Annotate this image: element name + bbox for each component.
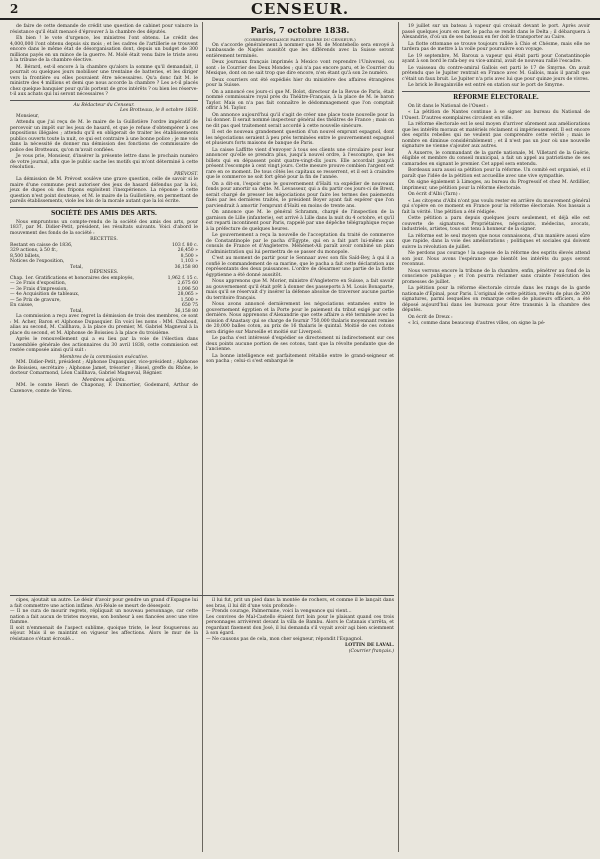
paragraph: Nous verrons encore la tribune de la chambre, enfin, pénétrer au fond de la conscience publique ; et l'on pourra réclamer sans crainte l'exécution des promesses de juillet.	[402, 268, 590, 285]
column-rule	[398, 22, 399, 852]
paragraph: On écrit d'Albi (Tarn) :	[408, 192, 461, 197]
paragraph: Deux journaux français imprimés à Mexico vont reprendre l'Universel, ou sont : le Courrier des Deux Mondes ; qui n'a pas encore paru, et le Courrier du Mexique, dont on ne sait trop que dire encore, n'en étant qu'à son 2e numéro.	[206, 60, 394, 76]
row-label: — 2e Frais d'exposition,	[10, 281, 67, 286]
row-value: 28,065 »	[177, 292, 198, 297]
total-label: Total,	[70, 308, 83, 314]
paragraph: A Auxerre, le commandant de la garde nationale, M. Villetard de la Guérie, éligible et membre du conseil municipal, a fait un appel au patriotisme de ses camarades en signant le premier. Cet appel sera entendu.	[402, 150, 590, 167]
column-2	[206, 24, 394, 366]
total-value: 36,158 80	[174, 264, 198, 270]
receipts-label: RECETTES.	[90, 237, 118, 242]
row-value: 26,450 »	[177, 248, 198, 253]
row-value: 2,675 60	[177, 281, 198, 286]
paragraph: On signe également à Limoges, au bureau du Progressif et chez M. Ardillier, imprimeur, une pétition pour la réforme électorale.	[402, 180, 590, 191]
feuilleton-source: (Courrier français.)	[348, 648, 394, 654]
row-value: 1,962 f. 15 c.	[167, 275, 198, 281]
row-value: 1,500 »	[180, 297, 198, 303]
expenses-label: DÉPENSES.	[89, 270, 119, 275]
paragraph: de faire de cette demande de crédit une question de cabinet pour vaincre la résistance qu'il était menacé d'éprouver à la chambre des députés.	[10, 24, 198, 35]
paragraph: Attendu que j'ai reçu de M. le maire de la Guillotière l'ordre impératif de percevoir un impôt sur les jeux de hasard, et que je refuse d'obtempérer à ces impositions illégales ; attendu qu'il en obligerait de traiter les établissements publics ouverts toute la nuit, ce qui est contraire à une bonne police ; je me vois dans la nécessité de donner ma démission des fonctions de commissaire de police des Brotteaux, qu'on m'avait confiées.	[10, 120, 198, 153]
paragraph: Je vous prie, Monsieur, d'insérer la présente lettre dans le prochain numéro de votre journal, afin que le public sache les motifs qui m'ont déterminé à cette résolution.	[10, 154, 198, 170]
section-heading: RÉFORME ÉLECTORALE.	[453, 93, 539, 101]
letter-dateline: Les Brotteaux, le 8 octobre 1838.	[120, 108, 198, 113]
paragraph: « Les citoyens d'Albi n'ont pas voulu rester en arrière du mouvement général qui s'opère en ce moment en France pour la réforme électorale. Nos bassais a fait la vérité. Une pétition a été rédigée.	[402, 198, 590, 215]
column-1	[10, 24, 198, 395]
row-label: — 5e Prix de gravure,	[10, 297, 61, 303]
paragraph: M. Bérard, est-il encore à la chambre qu'alors la somme qu'il demandait, il pourrait ou quelques jours mobiliser une trentaine de batteries, et les diriger vers la frontière ou elles pouvaient être nécessaires. Qu'a donc fait M. le ministre des 4 millions et demi que nous accorde la chambre ? Les a-t-il placés chez quelque banquier pour qu'ils portent de gros intérêts ? ou bien les réserve-t-il aux achats qui lui seront nécessaires ?	[10, 64, 198, 97]
paragraph: On s'accorde généralement à nommer que M. de Montebello sera envoyé à l'ambassade de Naples aussitôt que les différends avec la Suisse seront entièrement terminés.	[206, 42, 394, 59]
paragraph: Nous avons annoncé dernièrement les négociations entamées entre le gouvernement égyptien et la Porte pour le paiement du tribut exigé par cette dernière. Nous apprenons d'Alexandrie que cette affaire a été terminée avec la mission d'Anastasy qui se charge de fournir 750,000 thalaris moyennant remise de 20,000 balles coton, au prix de 16 thalaris le quintal. Moitié de ces cotons sera dirigée sur Marseille et moitié sur Liverpool.	[206, 302, 394, 335]
members-heading: Membres de la commission exécutive.	[59, 354, 149, 360]
paragraph: On annonce que M. le général Schramm, chargé de l'inspection de la garnison de Lille (infanterie), est arrivé à Lille dans la nuit du 4 octobre, et qu'il est reparti incontinent pour Paris, rappelé par une dépêche télégraphique reçue à la préfecture de quelques heures.	[206, 210, 394, 232]
paragraph: « Ici, comme dans beaucoup d'autres villes, on signe la pé-	[408, 321, 546, 326]
row-label: — 4e Acquisition de tableaux,	[10, 292, 80, 297]
column-3	[402, 24, 590, 328]
row-value: 650 75	[181, 303, 198, 308]
letter-signature: PRÉVOST.	[174, 171, 198, 177]
paragraph: Deux courriers ont été expédiés hier du ministère des affaires étrangères pour la Suisse.	[206, 77, 394, 88]
paragraph: La pétition pour la réforme électorale circule dans les rangs de la garde nationale d'Épinal, pour Paris. L'original de cette pétition, revêtu de plus de 200 signatures, parmi lesquelles on remarque celles de plusieurs officiers, a été déposé aujourd'hui dans les bureaux pour être transmis à la chambre des députés.	[402, 286, 590, 313]
row-value: 1,096 50	[177, 286, 198, 292]
total-label: Total,	[70, 264, 83, 270]
paragraph: On écrit de Dreux :	[408, 314, 453, 320]
paragraph: On a dit-on, l'espoir que le gouvernement d'Haïti va expédier de nouveaux fonds pour amortir sa dette. M. Levasseur, qui a du partir ces jours-ci de Brest, serait chargé de presser les négociations pour faire les termes des paiements fixés par les dernières traités, le président Boyer ayant fait espérer que l'on parviendrait à amortir l'emprunt d'Haïti en moins de trente ans.	[206, 181, 394, 209]
paragraph: Le gouvernement a reçu la nouvelle de l'acceptation du traité de commerce de Constantinople par le pacha d'Égypte, qui en a fait part lui-même aux consuls de France et d'Angleterre. Méhémet-Ali paraît avoir combiné un plan d'administration qui lui permettra de se passer du monopole.	[206, 233, 394, 255]
row-label: En caisse,	[10, 303, 34, 308]
paragraph: Le 19 septembre, M. Baroux a vapeur qui était parti pour Constantinople ayant à son bord le rafa-bey ou vice-amiral, avait de nouveau rallié l'escadre.	[402, 53, 590, 64]
feuilleton-column-2	[206, 598, 394, 654]
row-label: — 3e Frais d'impression,	[10, 286, 68, 292]
paragraph: Ne perdons pas courage ! la sagesse de la réforme des esprits élevés attend son jour. Nous avons l'espérance que bientôt les intérêts du pays seront reconnus.	[402, 251, 590, 267]
feuilleton-text: il lui fut, prit un pied dans la montée de rochers, et comme il le lançait dans ses bras, il lui dit d'une voix profonde : — Prends courage, Palmermine, voici la vengeance qui vient... Les convives de Mal-Castello étaient fort loin pour le plaisant quand ces trois personnages arrivèrent devant la villa de Bambu. Alors le Catanais s'arrêta, et regardant fixement don José, il lui demanda s'il voyait avoir agi bien sciemment à son égard. — Ne causons pas de cela, mon cher seigneur, répondit l'Espagnol.	[206, 598, 394, 642]
paragraph: La commission a reçu avec regret la démission de trois des membres, ce sont : M. Acher, Baron et Alphonse Dupasquier. En voici les noms : MM. Chaboud, alias au second, M. Caillhava, à la place du premier, M. Gabriel Magneval à la place du second, et M. Alphonse de Boissieu à la place du troisième.	[10, 314, 198, 336]
row-label: 329 actions, à 50 fr.,	[10, 248, 58, 253]
masthead: CENSEUR.	[250, 0, 350, 18]
divider	[402, 91, 590, 92]
paragraph: Le vaisseau du contre-amiral Gallois est parti le 17 de Smyrne. On avait prétendu que le Jupiter rentrait en France avec M. Gallois, mais il paraît que c'était un faux bruit. Le Jupiter n'a pris avec lui que pour quinze jours de vivres.	[402, 65, 590, 82]
divider	[10, 207, 198, 208]
paragraph: On lit dans le National de l'Ouest :	[408, 103, 489, 109]
paragraph: Après le renouvellement qui a eu lieu par la voie de l'élection dans l'assemblée générale des actionnaires du 30 avril 1838, cette commission est restée composée ainsi qu'il suit :	[10, 337, 198, 353]
paragraph: C'est au moment de partir pour le Sennaar avec son fils Saïd-Bey, à qui il a confié le commandement de sa marine, que le pacha a fait cette déclaration aux représentants des deux puissances. L'ordre de désarmer une partie de la flotte égyptienne a été donné aussitôt.	[206, 256, 394, 278]
feuilleton-column-1	[10, 598, 198, 643]
paragraph: La bonne intelligence est parfaitement rétablie entre le grand-seigneur et son pacha ; celui-ci s'est embarqué le	[206, 353, 394, 364]
row-value: 1,103 »	[180, 259, 198, 264]
paragraph: La caisse Laffitte vient d'envoyer à tous ses clients une circulaire pour leur annoncer qu'elle se prendra plus, jusqu'à nouvel ordre, à l'escompte, que les billets qui en dépassent point quatre-vingt-dix jours. Elle accordait jusqu'à présent l'escompte à cent vingt jours. Cette mesure prouve combien l'argent est rare en ce moment. De tous côtés les capitaux se resserrent, et il est à craindre que le commerce ne soit fort gêné pour la fin de l'année.	[206, 147, 394, 180]
feuilleton-text: cipes, ajoutait un autre. Le désir d'avoir pour gendre un grand d'Espagne lui a fait commettre une action infâme. Ari-Réale se meurt de désespoir. — Il ne cura de mourir regrets, répliquait un nouveau personnage, car cette nation a fait aucun de tristes moyens, son bonheur à ses fiancées avec une vive flamme. Il soit n'emmenait de l'aspect sublime, quoique triste, le leur fouguerons au séjour. Mais il se maintint en vigueur les affections. Alors le mur de la résistance s'étant écroulé...	[10, 598, 198, 642]
paragraph: La réforme électorale est le seul moyen d'arriver sûrement aux améliorations que les intérêts moraux et matériels réclament si impérieusement. Il est encore des esprits rebelles qui ne veulent pas comprendre cette vérité ; mais le nombre en diminue considérablement ; et il n'est pas un jour où une nouvelle signature ne vienne s'ajouter aux autres.	[402, 122, 590, 149]
row-label: 8,500 billets,	[10, 253, 41, 259]
letter-heading: Au Rédacteur du Censeur.	[73, 102, 135, 108]
page-number: 2	[10, 2, 19, 16]
row-label: Restant en caisse de 1836,	[10, 242, 73, 248]
paragraph: Il est de nouveau grandement question d'un nouvel emprunt espagnol, dont les négociations seraient à peu près terminées entre le gouvernement espagnol et plusieurs forts maisons de banque de Paris.	[206, 130, 394, 146]
paragraph: Cette pétition a paru depuis quelques jours seulement, et déjà elle est couverte de signatures. Propriétaires, négociants, médecins, avocats, industriels, artistes, tous ont tenu à honneur de la signer.	[402, 216, 590, 232]
paragraph: « La pétition de Nantes continue à se signer au bureau du National de l'Ouest. D'autres exemplaires circulent en ville.	[402, 110, 590, 121]
paragraph: MM. Didier-Petit, président ; Alphonse Dupasquier, vice-président ; Alphonse de Boissieu, secrétaire ; Alphonse Jamet, trésorier ; Bissel, greffe du Rhône, le docteur Comarmond, Léon Caillhava, Gabriel Magneval, Régnier.	[10, 360, 198, 376]
feuilleton-rule	[10, 595, 394, 596]
paragraph: Bordeaux aura aussi sa pétition pour la réforme. Un comité est organisé, et il paraît que l'idée de la pétition est accueillie avec une vive sympathie.	[402, 168, 590, 179]
letter-salutation: Monsieur,	[16, 113, 40, 119]
paragraph: MM. le comte Henri de Chaponay, F. Dumortier, Godemard, Arthur de Cazenove, comte de Vireu.	[10, 383, 198, 394]
paragraph: Le brick le Bougainville est entré en station sur le port de Smyrne.	[408, 83, 564, 88]
page-header	[0, 0, 600, 20]
row-value: 8,500 »	[180, 253, 198, 259]
paragraph: La réforme est le seul moyen que nous connaissons, d'un manière aussi sûre que rapide, dans la voie des améliorations ; politiques et sociales qui doivent suivre la révolution de juillet.	[402, 233, 590, 250]
total-value: 36,158 80	[174, 308, 198, 314]
paragraph: On a annoncé ces jours-ci que M. Bolot, directeur de la Revue de Paris, était nommé commissaire royal près du Théâtre-Français, à la place de M. le baron Taylor. Mais on n'a pas fait connaître le dédommagement que l'on comptait offrir à M. Taylor.	[206, 89, 394, 111]
members-extra-heading: Membres adjoints.	[82, 377, 126, 383]
paragraph: On annonce aujourd'hui qu'il s'agit de créer une place toute nouvelle pour la lui donner. Il serait nommé inspecteur général des théâtres de France ; mais on ne dit pas quel traitement serait accordé à cette nouvelle sinécure.	[206, 112, 394, 129]
paragraph: Nous apprenons que M. Morier, ministre d'Angleterre en Suisse, a fait savoir au gouvernement qu'il était prêt à donner des passeports à M. Louis Bonaparte, mais qu'il se réservait d'y insérer la défense absolue de traverser aucune partie du territoire français.	[206, 279, 394, 301]
row-label: Notices de l'exposition,	[10, 259, 65, 264]
row-value: 103 f. 80 c.	[171, 242, 198, 248]
paragraph: Nous empruntons un compte-rendu de la société des amis des arts, pour 1837, par M. Didier-Petit, président, les résultats suivants. Voici d'abord le mouvement des fonds de la société :	[10, 219, 198, 236]
dateline: Paris, 7 octobre 1838.	[250, 25, 350, 35]
feuilleton-signature: LOTTIN DE LAVAL.	[345, 643, 394, 648]
receipts-table	[10, 243, 198, 265]
paragraph: La flotte ottomane se trouve toujours rallée à Chio et Chésme, mais elle ne tardera pas de mettre à la voile pour poursuivre son voyage.	[402, 41, 590, 52]
paragraph: Eh bien ! le vote d'urgence, les ministres l'ont obtenu. Le crédit des 4,000,000 l'ont obtenu depuis six mois ; et les cadres de l'artillerie se trouvent encore dans le même état de désorganisation dont, depuis un budget de 300 millions payés en un mince de la guerre. M. Molé était venu faire le triste aveu à la tribune de la chambre élective.	[10, 36, 198, 63]
paragraph: 19 juillet sur un bateau à vapeur qui croisait devant le port. Après avoir passé quelques jours en mer, le pacha se rendit dans le Delta ; il débarquera à Alexandrie, d'où un de ses bateaux en fer doit le transporter au Caire.	[402, 24, 590, 40]
row-label: Chap. 1er. Gratifications et honoraires des employés,	[10, 275, 134, 281]
paragraph: Le pacha s'est intéressé d'expédier se directement ni indirectement sur ces deux points aucune portion de ses cotons, tant que la révolte pendante que de l'ancienne.	[206, 336, 394, 352]
divider	[10, 100, 198, 101]
subhead: (CORRESPONDANCE PARTICULIÈRE DU CENSEUR.)	[244, 37, 356, 42]
paragraph: La démission de M. Prévost soulève une grave question, celle de savoir si le maire d'une commune peut autoriser des jeux de hasard défendus par la loi, jeux de dupes où des fripons exploitent l'inexpérience. La réponse à cette question n'est point douteuse, et M. le maire de la Guillotière, en permettant de pareils établissements, viole les lois de la morale autant que la loi écrite.	[10, 177, 198, 204]
section-heading: SOCIÉTÉ DES AMIS DES ARTS.	[51, 209, 157, 217]
expenses-table	[10, 276, 198, 309]
column-rule	[202, 22, 203, 852]
